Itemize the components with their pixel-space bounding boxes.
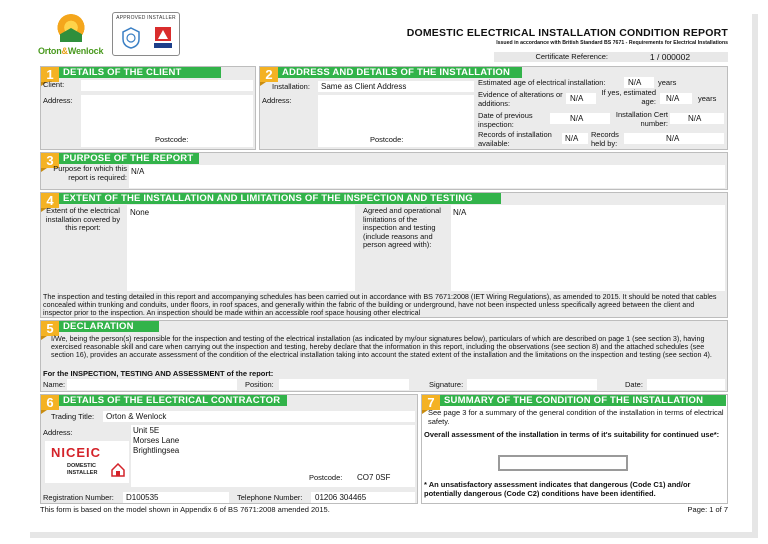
page-shadow-right [752,14,758,534]
section-number: 4 [41,193,59,208]
evidence-alterations-value: N/A [570,94,584,103]
postcode-value: CO7 0SF [357,473,391,482]
estimated-age-label: Estimated age of electrical installation: [478,78,606,87]
inspection-note: The inspection and testing detailed in this report and accompanying schedules has been carried out in accordance with BS 7671:2008 (IET Wiring Regulations), as amended to 2015. It should be noted that cables concealed within trunking and conduits, under floors, in roof spaces, and generally within the fabric of the building or underground, have not been inspected unless specifically agreed between the client and inspector prior to the inspection. An inspection should be made within an accessible roof space housing other electrical [43,293,717,317]
previous-inspection-value: N/A [570,114,584,123]
overall-assessment-field[interactable] [498,455,628,471]
if-yes-age-unit: years [698,94,717,103]
section-number: 7 [422,395,440,410]
estimated-age-value: N/A [628,78,642,87]
records-available-value: N/A [565,134,579,143]
records-available-label: Records of installation available: [478,130,552,148]
installation-cert-value: N/A [688,114,702,123]
section-title: SUMMARY OF THE CONDITION OF THE INSTALLATION [440,395,726,406]
contractor-address-field[interactable] [131,425,415,487]
address-line-2: Morses Lane [133,436,180,445]
declaration-for-label: For the INSPECTION, TESTING AND ASSESSMENT of the report: [43,369,274,378]
client-input[interactable] [81,80,253,91]
trading-title-field[interactable] [103,411,415,422]
postcode-label: Postcode: [370,135,404,144]
installation-address-input[interactable] [318,95,474,147]
address-label: Address: [43,428,73,437]
signature-label: Signature: [429,380,464,389]
overall-assessment-label: Overall assessment of the installation in terms of it's suitability for continued use*: [424,430,720,439]
page-number: Page: 1 of 7 [687,505,728,514]
house-icon [111,463,125,477]
position-input[interactable] [279,379,409,390]
name-input[interactable] [67,379,237,390]
signature-input[interactable] [467,379,597,390]
declaration-text: I/We, being the person(s) responsible for the inspection and testing of the electrical installation (as indicated by my/our signatures below), particulars of which are described on page 1 (see section 3), having exercised reasonable skill and care when carrying out the inspection and testing, hereby declare that the information in this report, including the observations (see section 8) and the attached schedules (see section 16), provides an accurate assessment of the condition of the electrical installation taking into account the stated extent of the installation and the limitations on the inspection and testing (see section 4). [51,335,712,360]
company-logo [38,10,106,58]
if-yes-age-value: N/A [666,94,680,103]
installation-value: Same as Client Address [321,82,407,91]
section-number: 5 [41,321,59,336]
niceic-sub1: DOMESTIC [67,463,97,469]
section-installation-details [259,66,728,150]
registration-number-field[interactable] [123,492,229,503]
section-number: 2 [260,67,278,82]
estimated-age-field[interactable] [624,77,654,88]
postcode-label: Postcode: [155,135,189,144]
page-shadow-bottom [30,532,758,538]
extent-label: Extent of the electrical installation covered by this report: [45,206,121,232]
certificate-reference-field[interactable]: 1 / 000002 [612,52,728,62]
section-purpose [40,152,728,190]
estimated-age-unit: years [658,78,677,87]
records-held-field[interactable] [624,133,724,144]
limitations-field[interactable] [451,205,725,291]
certificate-reference-label: Certificate Reference: [494,52,612,62]
address-label: Address: [43,96,73,105]
evidence-alterations-field[interactable] [566,93,596,104]
postcode-label: Postcode: [309,473,343,482]
records-held-value: N/A [666,134,680,143]
address-line-1: Unit 5E [133,426,160,435]
footer-model-note: This form is based on the model shown in Appendix 6 of BS 7671:2008 amended 2015. [40,505,330,514]
previous-inspection-field[interactable] [550,113,610,124]
niceic-sub2: INSTALLER [67,470,98,476]
purpose-value: N/A [131,167,145,176]
name-label: Name: [43,380,66,389]
if-yes-age-field[interactable] [660,93,692,104]
installation-label: Installation: [272,82,310,91]
registration-number-label: Registration Number: [43,493,114,502]
purpose-label: Purpose for which this report is required: [53,164,127,182]
client-address-input[interactable] [81,95,253,147]
if-yes-age-label: If yes, estimated age: [601,88,656,106]
date-input[interactable] [647,379,725,390]
registration-number-value: D100535 [126,493,159,502]
section-title: DECLARATION [59,321,159,332]
previous-inspection-label: Date of previous inspection: [478,111,533,129]
limitations-label: Agreed and operational limitations of the inspection and testing (include reasons and person agreed with): [363,206,441,249]
client-label: Client: [43,80,65,89]
evidence-alterations-label: Evidence of alterations or additions: [478,90,563,108]
report-title: DOMESTIC ELECTRICAL INSTALLATION CONDITION REPORT [406,27,728,39]
trading-title-label: Trading Title: [51,412,95,421]
approved-installer-badge [112,12,180,56]
purpose-field[interactable] [129,165,725,188]
section-condition-summary [421,394,728,504]
installation-cert-field[interactable] [670,113,724,124]
section-number: 3 [41,153,59,168]
assessment-footnote: * An unsatisfactory assessment indicates that dangerous (Code C1) and/or potentially dangerous (Code C2) conditions have been identified. [424,480,691,498]
address-label: Address: [262,96,292,105]
section-client-details [40,66,256,150]
installation-cert-label: Installation Cert number: [615,110,668,128]
telephone-number-field[interactable] [311,492,415,503]
summary-intro: See page 3 for a summary of the general condition of the installation in terms of electrical safety. [428,408,724,426]
niceic-logo [45,441,129,483]
napit-badge-icon [153,25,173,51]
section-title: EXTENT OF THE INSTALLATION AND LIMITATIONS OF THE INSPECTION AND TESTING [59,193,501,204]
scheme-badge-icon [121,27,141,49]
records-held-label: Records held by: [591,130,619,148]
section-contractor-details [40,394,418,504]
section-number: 1 [41,67,59,82]
section-title: DETAILS OF THE CLIENT [59,67,221,78]
installation-field[interactable] [318,81,474,92]
section-title: DETAILS OF THE ELECTRICAL CONTRACTOR [59,395,287,406]
section-declaration [40,320,728,392]
position-label: Position: [245,380,274,389]
trading-title-value: Orton & Wenlock [106,412,167,421]
report-subtitle: Issued in accordance with British Standard BS 7671 - Requirements for Electrical Installations [496,40,728,46]
logo-text: Orton&Wenlock [38,46,104,56]
extent-field[interactable] [127,205,355,291]
section-extent-limitations [40,192,728,318]
section-title: ADDRESS AND DETAILS OF THE INSTALLATION [278,67,522,78]
date-label: Date: [625,380,643,389]
address-line-3: Brightlingsea [133,446,180,455]
limitations-value: N/A [453,208,467,217]
niceic-logo-text: NICEIC [51,445,102,460]
extent-value: None [130,208,150,217]
telephone-number-value: 01206 304465 [315,493,367,502]
records-available-field[interactable] [562,133,588,144]
section-number: 6 [41,395,59,410]
section-title: PURPOSE OF THE REPORT [59,153,199,164]
telephone-number-label: Telephone Number: [237,493,303,502]
approved-installer-label: APPROVED INSTALLER [116,15,176,21]
